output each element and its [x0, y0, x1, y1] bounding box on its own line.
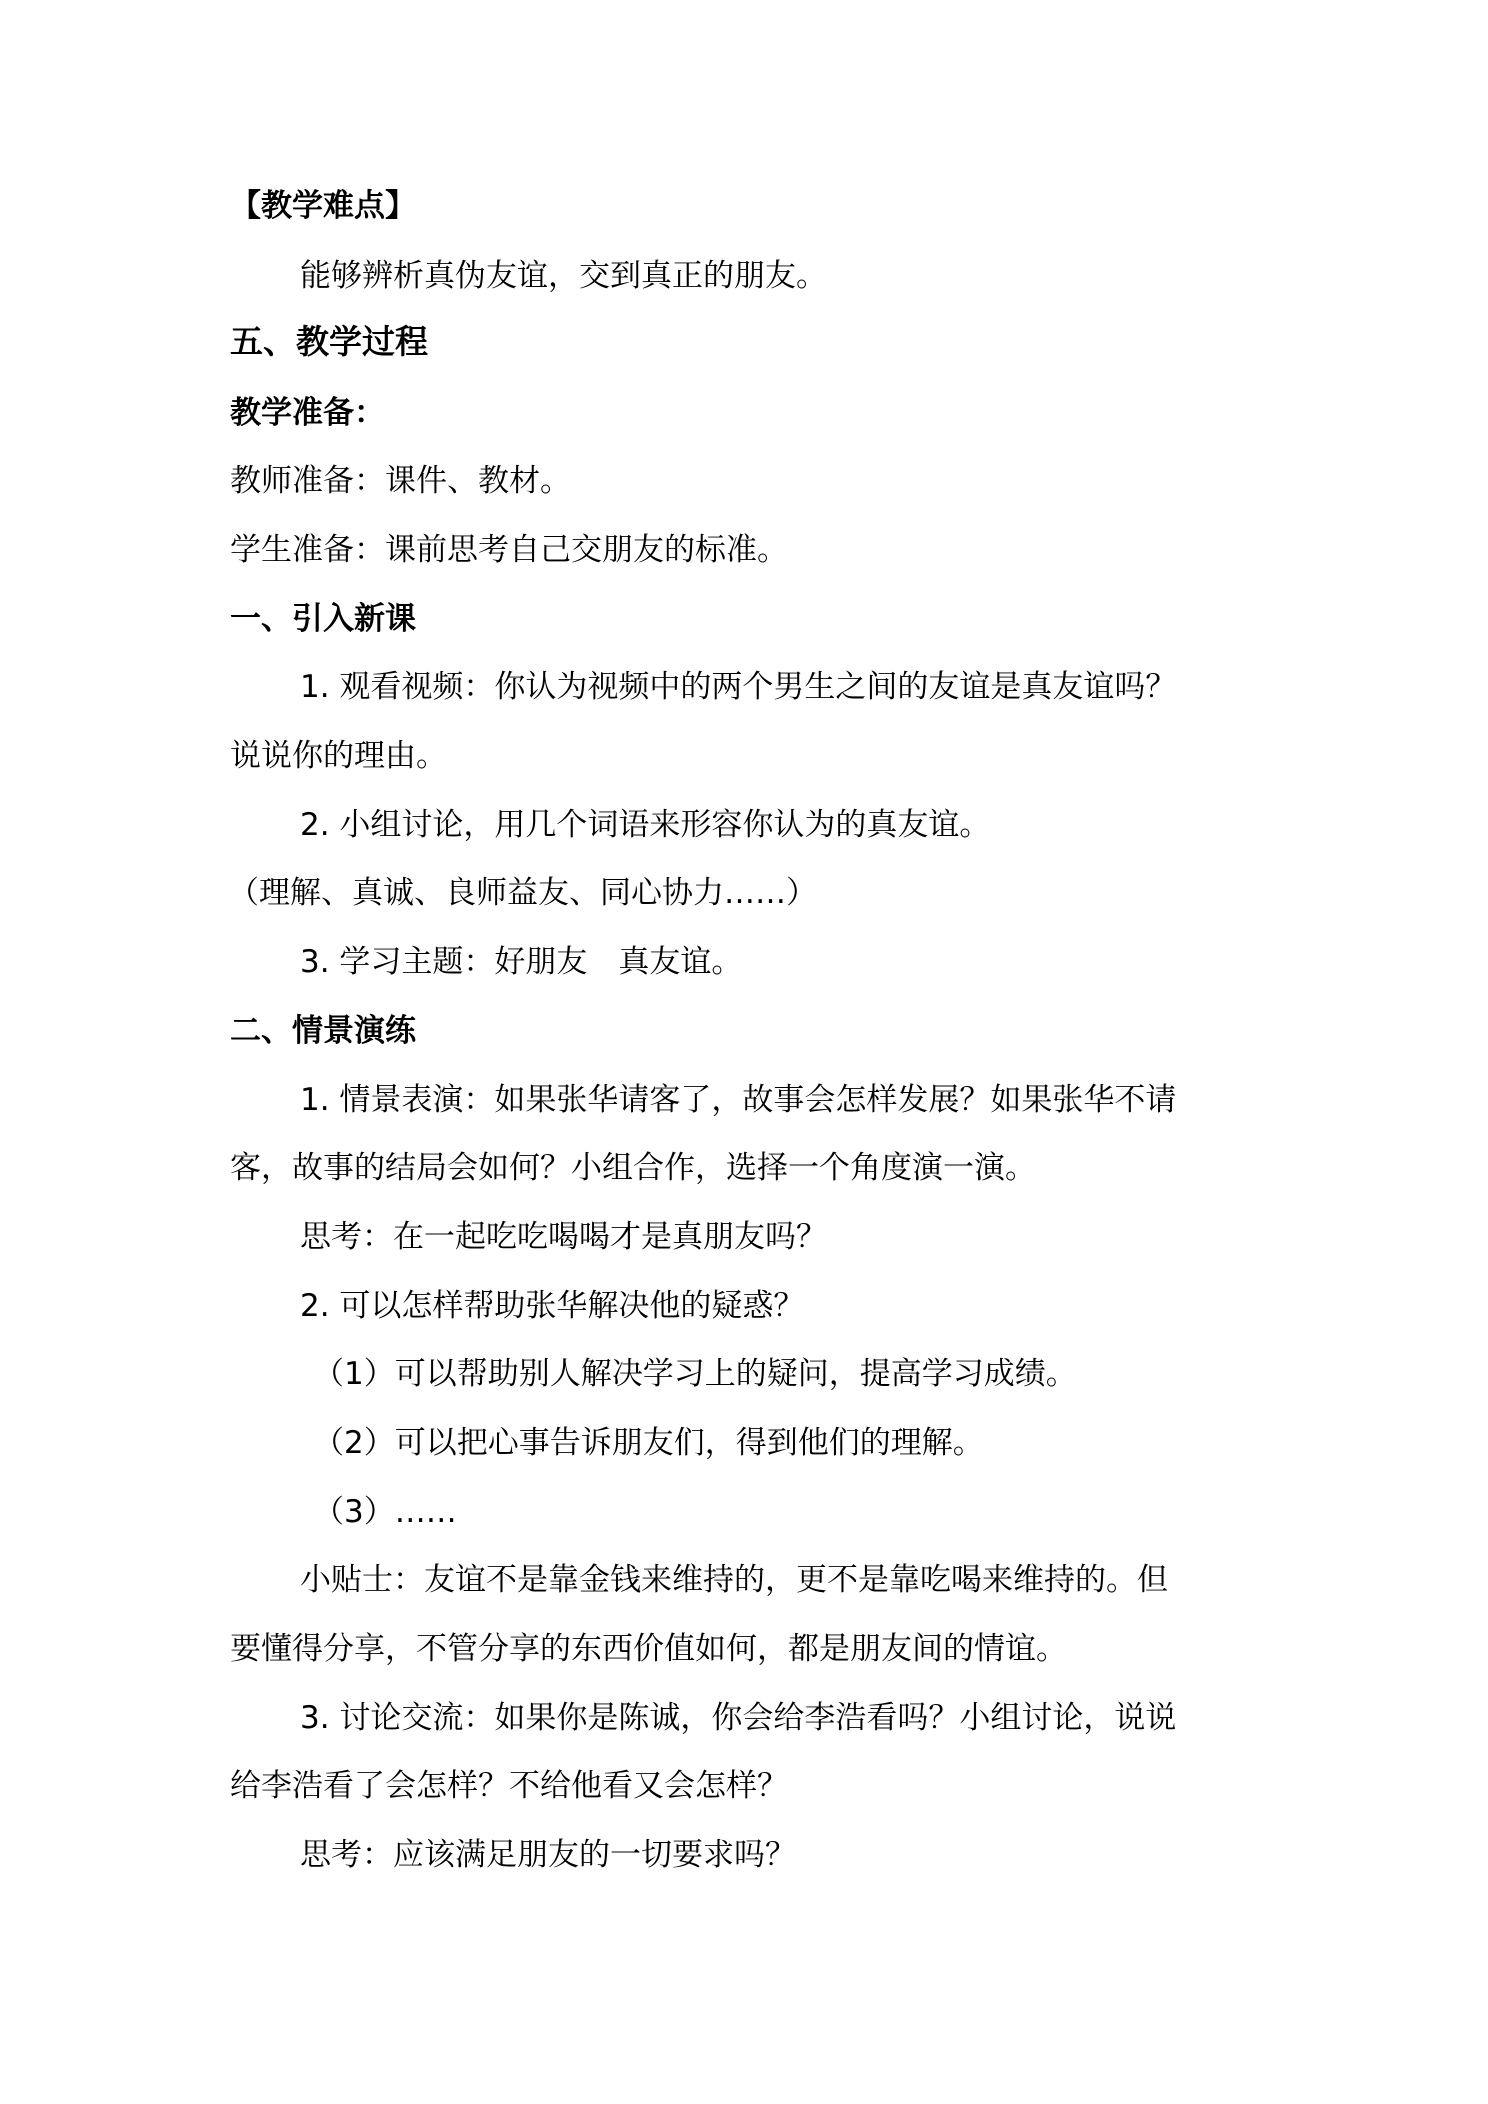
- section-heading-teaching-process: 五、教学过程: [230, 322, 428, 361]
- subheading-teaching-preparation: 教学准备：: [230, 395, 385, 431]
- scenario-item-3-thinking: 思考：应该满足朋友的一切要求吗？: [300, 1837, 796, 1873]
- section-heading-scenario-practice: 二、情景演练: [230, 1013, 416, 1049]
- intro-item-1-line-2: 说说你的理由。: [230, 738, 447, 774]
- intro-item-3: 3. 学习主题：好朋友 真友谊。: [300, 944, 743, 980]
- teacher-preparation-line: 教师准备：课件、教材。: [230, 463, 571, 499]
- scenario-item-2-sub-3: （3）……: [313, 1494, 457, 1530]
- intro-item-2: 2. 小组讨论，用几个词语来形容你认为的真友谊。: [300, 807, 991, 843]
- scenario-item-3-line-2: 给李浩看了会怎样？不给他看又会怎样？: [230, 1768, 788, 1804]
- tip-line-2: 要懂得分享，不管分享的东西价值如何，都是朋友间的情谊。: [230, 1631, 1067, 1667]
- scenario-item-1-line-2: 客，故事的结局会如何？小组合作，选择一个角度演一演。: [230, 1150, 1036, 1186]
- paragraph-teaching-difficulty: 能够辨析真伪友谊，交到真正的朋友。: [300, 258, 827, 294]
- tip-line-1: 小贴士：友谊不是靠金钱来维持的，更不是靠吃喝来维持的。但: [300, 1562, 1168, 1598]
- student-preparation-line: 学生准备：课前思考自己交朋友的标准。: [230, 532, 788, 568]
- scenario-item-3-line-1: 3. 讨论交流：如果你是陈诚，你会给李浩看吗？小组讨论，说说: [300, 1700, 1177, 1736]
- scenario-item-2: 2. 可以怎样帮助张华解决他的疑惑？: [300, 1288, 805, 1324]
- intro-item-2-note: （理解、真诚、良师益友、同心协力……）: [228, 875, 817, 911]
- scenario-item-2-sub-1: （1）可以帮助别人解决学习上的疑问，提高学习成绩。: [313, 1356, 1077, 1392]
- section-heading-intro: 一、引入新课: [230, 601, 416, 637]
- intro-item-1-line-1: 1. 观看视频：你认为视频中的两个男生之间的友谊是真友谊吗？: [300, 669, 1177, 705]
- section-heading-teaching-difficulty: 【教学难点】: [230, 188, 416, 224]
- scenario-item-1-thinking: 思考：在一起吃吃喝喝才是真朋友吗？: [300, 1219, 827, 1255]
- scenario-item-2-sub-2: （2）可以把心事告诉朋友们，得到他们的理解。: [313, 1425, 984, 1461]
- scenario-item-1-line-1: 1. 情景表演：如果张华请客了，故事会怎样发展？如果张华不请: [300, 1082, 1177, 1118]
